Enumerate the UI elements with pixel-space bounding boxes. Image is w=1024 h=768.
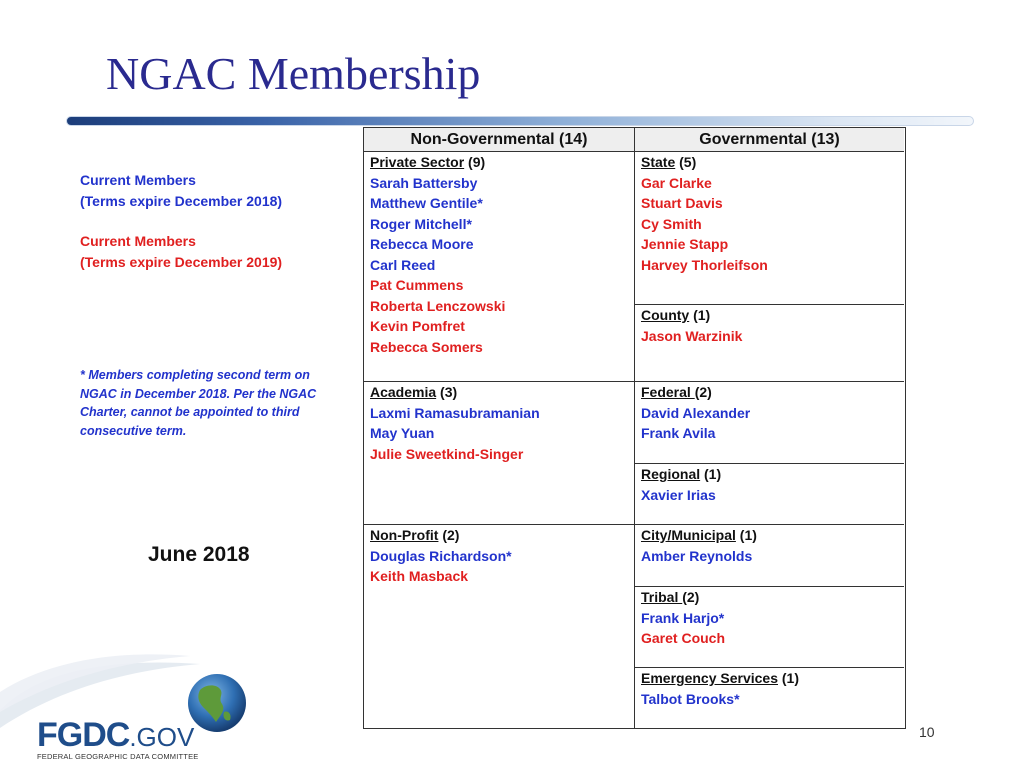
category-name: City/Municipal xyxy=(641,527,736,543)
membership-table xyxy=(363,127,906,729)
category-heading xyxy=(641,152,768,173)
cell-county xyxy=(641,305,742,346)
cell-academia xyxy=(370,382,540,464)
category-count: (1) xyxy=(689,307,711,323)
category-heading xyxy=(370,525,512,546)
category-count: (9) xyxy=(464,154,486,170)
fgdc-logo xyxy=(0,640,260,768)
legend-label: Current Members xyxy=(80,172,196,188)
fgdc-wordmark xyxy=(37,718,194,752)
slide-date: June 2018 xyxy=(148,543,250,566)
member-name: Rebecca Moore xyxy=(370,236,474,252)
second-term-footnote: * Members completing second term on NGAC in December 2018. Per the NGAC Charter, cannot be appointed to third consecutive term. xyxy=(80,368,317,438)
category-count: (2) xyxy=(694,384,712,400)
cell-state xyxy=(641,152,768,275)
slide-title: NGAC Membership xyxy=(106,48,481,99)
member-name: Matthew Gentile* xyxy=(370,195,483,211)
category-heading xyxy=(370,152,505,173)
member-name: Pat Cummens xyxy=(370,277,464,293)
member-name: Roberta Lenczowski xyxy=(370,297,506,314)
member-name: Xavier Irias xyxy=(641,486,716,503)
category-name: Emergency Services xyxy=(641,670,778,686)
category-count: (1) xyxy=(700,466,722,482)
member-name: Keith Masback xyxy=(370,568,469,584)
legend-term: (Terms expire December 2018) xyxy=(80,192,283,209)
member-name: Stuart Davis xyxy=(641,195,723,211)
legend-label: Current Members xyxy=(80,233,196,249)
category-name: Non-Profit xyxy=(370,527,439,543)
member-name: Roger Mitchell* xyxy=(370,215,472,232)
category-name: County xyxy=(641,307,690,323)
cell-federal xyxy=(641,382,750,444)
member-name: Jennie Stapp xyxy=(641,236,729,252)
member-name: Sarah Battersby xyxy=(370,174,478,191)
member-name: Frank Harjo* xyxy=(641,609,725,626)
category-count: (5) xyxy=(675,154,697,170)
category-count: (2) xyxy=(682,589,700,605)
header-governmental: Governmental (13) xyxy=(634,128,904,152)
column-divider xyxy=(634,152,635,728)
member-name: Talbot Brooks* xyxy=(641,690,740,707)
category-heading xyxy=(641,305,742,326)
member-name: Garet Couch xyxy=(641,630,726,646)
cell-regional xyxy=(641,464,721,505)
member-name: Kevin Pomfret xyxy=(370,318,465,334)
member-name: Carl Reed xyxy=(370,256,436,273)
header-non-governmental: Non-Governmental (14) xyxy=(364,128,634,152)
category-name: Tribal xyxy=(641,589,683,605)
member-name: Douglas Richardson* xyxy=(370,547,512,564)
member-name: David Alexander xyxy=(641,404,751,421)
cell-private-sector xyxy=(370,152,505,357)
category-heading xyxy=(641,525,757,546)
member-name: Harvey Thorleifson xyxy=(641,256,768,273)
cell-tribal xyxy=(641,587,725,649)
category-heading xyxy=(370,382,540,403)
globe-icon xyxy=(186,672,248,734)
legend-current-2019 xyxy=(80,231,282,272)
fgdc-brand: FGDC xyxy=(37,716,130,754)
member-name: Gar Clarke xyxy=(641,174,712,191)
member-name: Rebecca Somers xyxy=(370,338,483,355)
category-heading xyxy=(641,668,799,689)
category-name: Federal xyxy=(641,384,695,400)
category-heading xyxy=(641,382,750,403)
member-name: Jason Warzinik xyxy=(641,327,743,344)
category-name: Private Sector xyxy=(370,154,465,170)
category-count: (3) xyxy=(436,384,458,400)
title-divider xyxy=(66,116,974,126)
member-name: Laxmi Ramasubramanian xyxy=(370,404,540,421)
member-name: May Yuan xyxy=(370,425,435,441)
category-heading xyxy=(641,464,721,485)
category-heading xyxy=(641,587,725,608)
category-name: Academia xyxy=(370,384,437,400)
legend-term: (Terms expire December 2019) xyxy=(80,253,283,270)
legend-current-2018 xyxy=(80,170,282,211)
member-name: Amber Reynolds xyxy=(641,547,753,564)
category-count: (2) xyxy=(438,527,460,543)
member-name: Cy Smith xyxy=(641,215,702,232)
fgdc-suffix: .GOV xyxy=(129,722,195,752)
cell-non-profit xyxy=(370,525,512,587)
page-number: 10 xyxy=(919,724,935,740)
category-count: (1) xyxy=(735,527,757,543)
category-name: State xyxy=(641,154,676,170)
member-name: Frank Avila xyxy=(641,425,716,441)
category-name: Regional xyxy=(641,466,701,482)
cell-city-municipal xyxy=(641,525,757,566)
member-name: Julie Sweetkind-Singer xyxy=(370,445,524,462)
fgdc-subtitle: FEDERAL GEOGRAPHIC DATA COMMITTEE xyxy=(37,752,199,761)
category-count: (1) xyxy=(777,670,799,686)
cell-emergency-services xyxy=(641,668,799,709)
